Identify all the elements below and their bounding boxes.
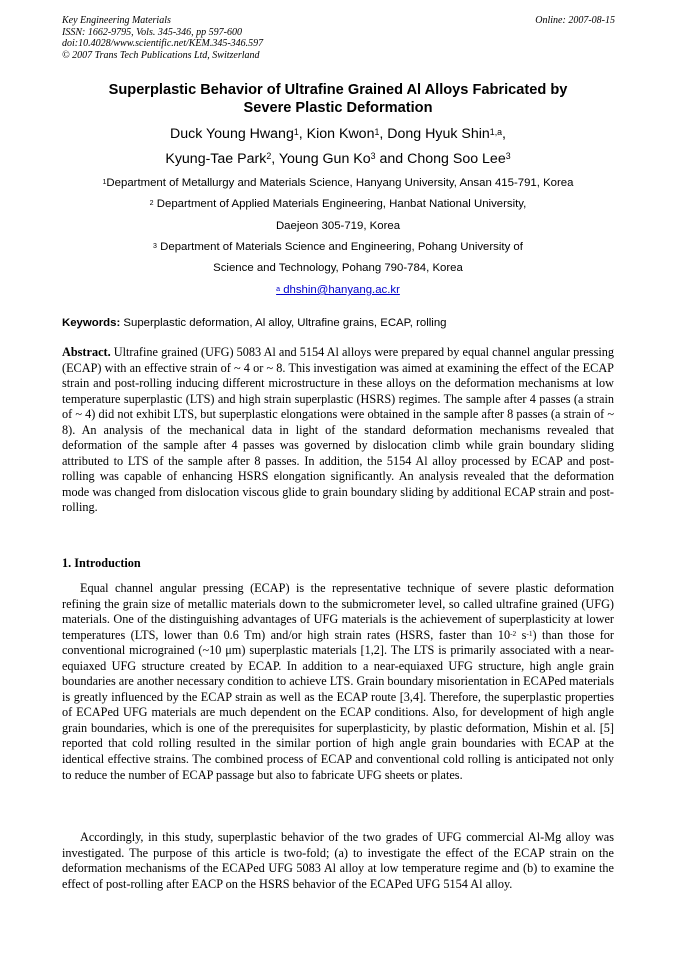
- email-sup: a: [276, 285, 281, 293]
- exponent: -1: [526, 629, 533, 639]
- author-affil-sup: 3: [370, 151, 376, 162]
- author-separator: ,: [379, 126, 388, 142]
- journal-header: [62, 15, 263, 61]
- author-name: Kion Kwon: [306, 126, 375, 142]
- author-separator: ,: [502, 126, 506, 142]
- keywords: [62, 316, 622, 330]
- author-affil-sup: 3: [505, 151, 511, 162]
- abstract-text: Ultrafine grained (UFG) 5083 Al and 5154 Al alloys were prepared by equal channel angular pressing (ECAP) with an effective strain of ~ 4 or ~ 8. This investigation was aimed at examining the effect of the ECAP strain and post-rolling inducing different microstructure in these alloys on the deformation mechanisms at low temperature superplastic (LTS) and high strain superplastic (HSRS) regimes. The sample after 4 passes (a strain of ~ 4) did not exhibit LTS, but superplastic elongations were obtained in the sample after 8 passes (a strain of ~ 8). An analysis of the mechanical data in light of the standard deformation mechanisms revealed that deformation of the sample after 4 passes was governed by dislocation climb while grain boundary sliding attributed to LTS of the sample after 8 passes. In addition, the 5154 Al alloy processed by ECAP and post-rolling was capable of enhancing HSRS elongation significantly. An analysis revealed that the deformation mode was changed from dislocation viscous glide to grain boundary sliding by additional ECAP strain and post-rolling.: [62, 345, 614, 514]
- author-name: Young Gun Ko: [278, 150, 371, 167]
- intro-paragraph-1: [62, 581, 614, 783]
- journal-name: Key Engineering Materials: [62, 15, 171, 26]
- affiliation-3-line-1: [62, 240, 614, 254]
- author-affil-sup: 1,a: [489, 126, 503, 137]
- author-name: Chong Soo Lee: [407, 150, 506, 167]
- author-name: Duck Young Hwang: [170, 126, 294, 142]
- paragraph-text: ) than those for conventional micrograined (~10 μm) superplastic materials [1,2]. The LTS is primarily associated with a near-equiaxed UFG structure created by ECAP. In addition to a near-equiaxed UFG structure, high angle grain boundaries are another necessary condition to achieve LTS. Grain boundary misorientation in ECAPed materials is greatly influenced by the ECAP strain as well as the ECAP route [3,4]. Therefore, the superplastic properties of ECAPed UFG materials are much dependent on the ECAP conditions. Also, for development of high angle grain boundaries, which is one of the prerequisites for superplasticity, by plastic deformation, Mishin et al. [5] reported that cold rolling resulted in the similar portion of high angle grain boundaries with ECAP at the identical effective strains. The combined process of ECAP and conventional cold rolling is anticipated not only to reduce the number of ECAP passage but also to fabricate UFG sheets or plates.: [62, 627, 615, 782]
- doi-line: doi:10.4028/www.scientific.net/KEM.345-346.597: [62, 38, 264, 49]
- online-date: Online: 2007-08-15: [535, 15, 615, 26]
- abstract-label: Abstract.: [62, 345, 111, 359]
- affil-text: Department of Applied Materials Engineering, Hanbat National University,: [153, 198, 527, 210]
- author-line-2: [62, 147, 614, 172]
- keywords-text: Superplastic deformation, Al alloy, Ultrafine grains, ECAP, rolling: [120, 317, 447, 329]
- affil-text: Department of Materials Science and Engineering, Pohang University of: [156, 241, 523, 253]
- author-name: Kyung-Tae Park: [165, 150, 267, 167]
- author-separator: and: [375, 150, 408, 167]
- issn-line: ISSN: 1662-9795, Vols. 345-346, pp 597-600: [62, 26, 242, 38]
- keywords-label: Keywords:: [62, 317, 121, 329]
- section-heading-introduction: 1. Introduction: [62, 556, 141, 570]
- email-text: dhshin@hanyang.ac.kr: [280, 284, 400, 296]
- author-affil-sup: 1: [293, 126, 299, 137]
- title-line-2: Severe Plastic Deformation: [243, 100, 433, 116]
- exponent: -2: [510, 629, 517, 639]
- intro-paragraph-2: Accordingly, in this study, superplastic behavior of the two grades of UFG commercial Al-Mg alloy was investigated. The purpose of this article is two-fold; (a) to investigate the effect of the ECAP strain on the deformation mechanisms of the ECAPed UFG 5083 Al alloy at low temperature regime and (b) to examine the effect of post-rolling after EACP on the HSRS behavior of the ECAPed UFG 5154 Al alloy.: [62, 830, 614, 891]
- copyright-line: © 2007 Trans Tech Publications Ltd, Switzerland: [62, 49, 260, 61]
- paragraph-text: Equal channel angular pressing (ECAP) is the representative technique of severe plastic deformation refining the grain size of metallic materials down to the submicrometer level, so called ultrafine grained (UFG) materials. One of the distinguishing advantages of UFG materials is the achievement of superplasticity at lower temperatures (LTS, lower than 0.6 Tm) and/or high strain rates (HSRS, faster than 10: [62, 581, 614, 642]
- author-line-1: [62, 122, 614, 147]
- author-list: [62, 122, 614, 171]
- author-separator: ,: [298, 126, 307, 142]
- title-line-1: Superplastic Behavior of Ultrafine Grained Al Alloys Fabricated by: [108, 82, 568, 98]
- affiliation-1: [62, 176, 614, 190]
- corresponding-email-link[interactable]: [62, 283, 614, 297]
- affiliation-3-line-2: Science and Technology, Pohang 790-784, Korea: [213, 262, 463, 274]
- affil-sup: 3: [153, 242, 157, 250]
- affil-sup: 2: [149, 199, 154, 207]
- affiliation-2-line-2: Daejeon 305-719, Korea: [275, 220, 401, 232]
- affiliation-2-line-1: [62, 197, 614, 211]
- affil-text: Department of Metallurgy and Materials Science, Hanyang University, Ansan 415-791, Korea: [106, 177, 574, 189]
- author-affil-sup: 2: [266, 151, 272, 162]
- paragraph-text: s: [516, 627, 527, 642]
- affil-sup: 1: [102, 178, 107, 186]
- abstract: [62, 345, 614, 516]
- author-separator: ,: [271, 150, 279, 167]
- author-affil-sup: 1: [374, 126, 380, 137]
- paper-title: [62, 81, 614, 117]
- author-name: Dong Hyuk Shin: [387, 126, 490, 142]
